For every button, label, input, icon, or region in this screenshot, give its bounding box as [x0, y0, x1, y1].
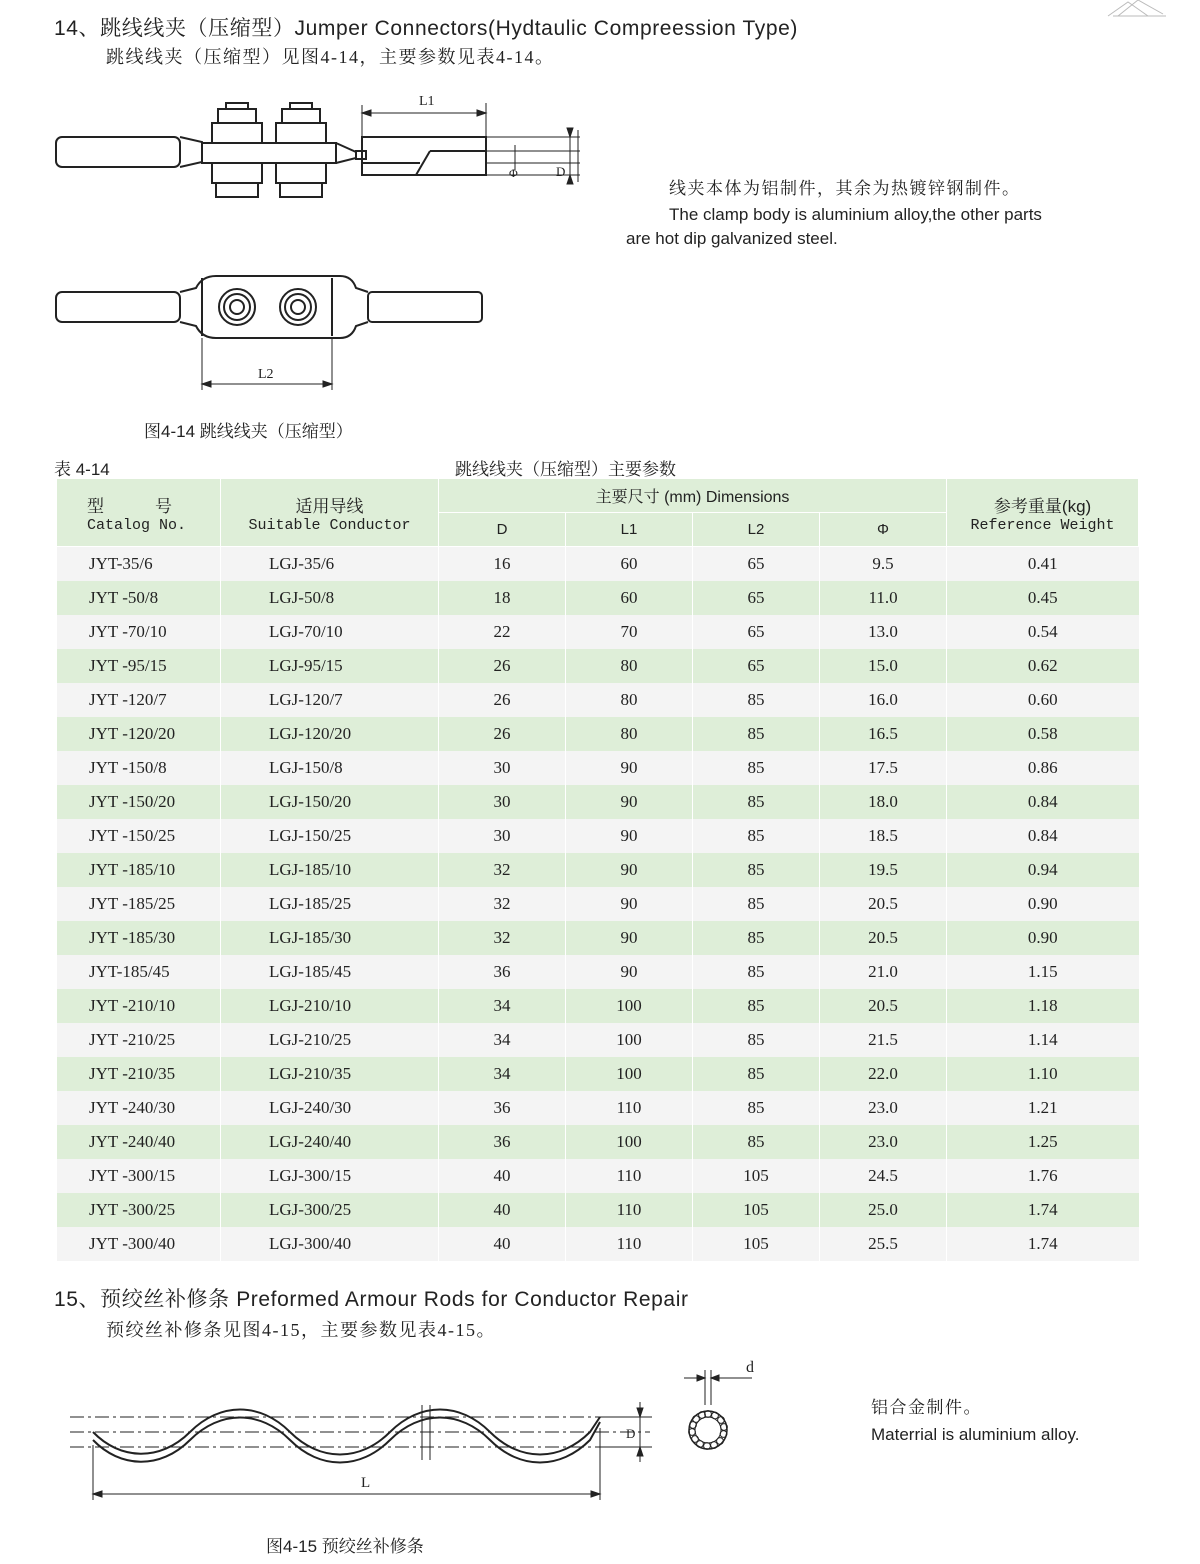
table-cell: 105: [693, 1159, 820, 1193]
table-cell: 105: [693, 1227, 820, 1261]
table-cell: 19.5: [820, 853, 947, 887]
table-cell: JYT -300/40: [57, 1227, 221, 1261]
table-cell: 34: [439, 1057, 566, 1091]
table-cell: JYT -95/15: [57, 649, 221, 683]
header-weight-cn: 参考重量(kg): [993, 496, 1092, 516]
table-cell: 15.0: [820, 649, 947, 683]
table-cell: 100: [566, 1125, 693, 1159]
table-cell: 90: [566, 853, 693, 887]
section-14-note-cn: 线夹本体为铝制件，其余为热镀锌钢制件。: [669, 179, 1021, 198]
table-row: [57, 649, 1139, 683]
table-body: [57, 547, 1139, 1262]
table-cell: JYT -120/7: [57, 683, 221, 717]
table-row: [57, 1091, 1139, 1125]
table-cell: 34: [439, 989, 566, 1023]
table-cell: 16.5: [820, 717, 947, 751]
table-cell: LGJ-210/10: [221, 989, 439, 1023]
table-row: [57, 1159, 1139, 1193]
table-cell: 0.60: [947, 683, 1139, 717]
table-cell: 32: [439, 921, 566, 955]
jumper-connector-side-drawing: [50, 85, 610, 215]
table-row: [57, 1125, 1139, 1159]
table-cell: JYT -300/25: [57, 1193, 221, 1227]
table-cell: 1.21: [947, 1091, 1139, 1125]
table-cell: JYT -150/20: [57, 785, 221, 819]
table-cell: 0.86: [947, 751, 1139, 785]
table-cell: 110: [566, 1227, 693, 1261]
table-cell: LGJ-240/30: [221, 1091, 439, 1125]
header-weight-en: Reference Weight: [970, 516, 1115, 534]
table-row: [57, 785, 1139, 819]
table-cell: 0.41: [947, 547, 1139, 582]
table-cell: 0.90: [947, 887, 1139, 921]
table-cell: 20.5: [820, 887, 947, 921]
table-cell: JYT -120/20: [57, 717, 221, 751]
header-dimensions: 主要尺寸 (mm) Dimensions: [439, 479, 947, 513]
table-cell: JYT -70/10: [57, 615, 221, 649]
table-cell: 60: [566, 581, 693, 615]
table-cell: 110: [566, 1193, 693, 1227]
figure-4-15-caption: 图4-15 预绞丝补修条: [266, 1537, 424, 1556]
section-15-note-en: Materrial is aluminium alloy.: [871, 1425, 1080, 1444]
section-15-heading: 15、预绞丝补修条 Preformed Armour Rods for Conductor Repair: [54, 1288, 689, 1311]
table-cell: 0.84: [947, 785, 1139, 819]
table-cell: 65: [693, 615, 820, 649]
table-cell: LGJ-185/10: [221, 853, 439, 887]
header-conductor-cn: 适用导线: [295, 496, 364, 516]
table-row: [57, 1023, 1139, 1057]
table-cell: 90: [566, 955, 693, 989]
table-cell: JYT -185/25: [57, 887, 221, 921]
table-cell: 60: [566, 547, 693, 582]
table-row: [57, 1227, 1139, 1261]
table-cell: 0.58: [947, 717, 1139, 751]
header-l2: L2: [693, 513, 820, 547]
table-cell: LGJ-35/6: [221, 547, 439, 582]
table-cell: 13.0: [820, 615, 947, 649]
table-cell: 16: [439, 547, 566, 582]
table-cell: 85: [693, 1023, 820, 1057]
table-cell: LGJ-120/20: [221, 717, 439, 751]
table-cell: 85: [693, 717, 820, 751]
table-cell: 17.5: [820, 751, 947, 785]
table-label: 表 4-14: [54, 460, 110, 479]
table-cell: 25.5: [820, 1227, 947, 1261]
table-row: [57, 717, 1139, 751]
parameters-table: [56, 478, 1139, 1261]
table-cell: 1.15: [947, 955, 1139, 989]
table-row: [57, 581, 1139, 615]
table-cell: 26: [439, 683, 566, 717]
table-cell: 80: [566, 717, 693, 751]
table-cell: 40: [439, 1159, 566, 1193]
table-cell: LGJ-300/25: [221, 1193, 439, 1227]
table-cell: 85: [693, 887, 820, 921]
table-cell: JYT -185/10: [57, 853, 221, 887]
table-cell: LGJ-150/20: [221, 785, 439, 819]
table-cell: 32: [439, 887, 566, 921]
table-cell: LGJ-300/40: [221, 1227, 439, 1261]
table-cell: 85: [693, 955, 820, 989]
table-cell: 1.76: [947, 1159, 1139, 1193]
table-cell: 80: [566, 683, 693, 717]
table-row: [57, 819, 1139, 853]
table-row: [57, 683, 1139, 717]
table-cell: LGJ-150/25: [221, 819, 439, 853]
table-cell: 9.5: [820, 547, 947, 582]
header-catalog: [57, 479, 221, 547]
table-cell: 22.0: [820, 1057, 947, 1091]
table-cell: 85: [693, 921, 820, 955]
table-cell: 30: [439, 819, 566, 853]
section-14-subtitle: 跳线线夹（压缩型）见图4-14，主要参数见表4-14。: [106, 47, 555, 67]
table-cell: JYT -210/10: [57, 989, 221, 1023]
table-row: [57, 1193, 1139, 1227]
table-cell: JYT-185/45: [57, 955, 221, 989]
table-cell: 36: [439, 1091, 566, 1125]
table-cell: 23.0: [820, 1091, 947, 1125]
table-cell: 65: [693, 581, 820, 615]
table-cell: 20.5: [820, 921, 947, 955]
table-cell: JYT -150/25: [57, 819, 221, 853]
table-cell: 90: [566, 751, 693, 785]
table-cell: 0.45: [947, 581, 1139, 615]
table-cell: 26: [439, 717, 566, 751]
table-cell: 21.5: [820, 1023, 947, 1057]
table-cell: 90: [566, 785, 693, 819]
table-cell: LGJ-120/7: [221, 683, 439, 717]
table-cell: LGJ-150/8: [221, 751, 439, 785]
table-cell: 1.74: [947, 1227, 1139, 1261]
table-cell: 100: [566, 989, 693, 1023]
l2-label: L2: [258, 367, 274, 382]
corner-decoration: [1108, 0, 1168, 20]
table-cell: 100: [566, 1057, 693, 1091]
table-cell: 85: [693, 1091, 820, 1125]
armour-d-label: D: [626, 1426, 636, 1441]
table-cell: 25.0: [820, 1193, 947, 1227]
table-cell: JYT -240/30: [57, 1091, 221, 1125]
header-weight: [947, 479, 1139, 547]
table-cell: 110: [566, 1159, 693, 1193]
table-cell: LGJ-70/10: [221, 615, 439, 649]
small-d-label: d: [746, 1359, 754, 1376]
table-cell: 18: [439, 581, 566, 615]
table-cell: 0.84: [947, 819, 1139, 853]
header-catalog-en: Catalog No.: [87, 516, 187, 534]
table-row: [57, 547, 1139, 582]
table-cell: 18.5: [820, 819, 947, 853]
table-cell: 20.5: [820, 989, 947, 1023]
table-cell: 1.18: [947, 989, 1139, 1023]
table-cell: 30: [439, 785, 566, 819]
table-row: [57, 1057, 1139, 1091]
table-cell: 85: [693, 785, 820, 819]
section-14-note-en-2: are hot dip galvanized steel.: [626, 229, 838, 248]
table-cell: 1.14: [947, 1023, 1139, 1057]
table-cell: 85: [693, 683, 820, 717]
header-l1: L1: [566, 513, 693, 547]
table-cell: LGJ-300/15: [221, 1159, 439, 1193]
header-conductor-en: Suitable Conductor: [248, 516, 411, 534]
table-cell: 85: [693, 819, 820, 853]
jumper-connector-top-drawing: [50, 270, 500, 400]
header-catalog-cn: 型 号: [87, 496, 172, 516]
table-cell: 85: [693, 853, 820, 887]
table-cell: LGJ-210/25: [221, 1023, 439, 1057]
table-row: [57, 955, 1139, 989]
table-cell: 36: [439, 955, 566, 989]
table-cell: JYT-35/6: [57, 547, 221, 582]
table-cell: 110: [566, 1091, 693, 1125]
table-cell: LGJ-210/35: [221, 1057, 439, 1091]
table-cell: 85: [693, 1125, 820, 1159]
table-cell: 40: [439, 1193, 566, 1227]
phi-label: Φ: [509, 166, 518, 180]
table-cell: 80: [566, 649, 693, 683]
table-cell: 34: [439, 1023, 566, 1057]
table-cell: 18.0: [820, 785, 947, 819]
table-cell: LGJ-185/30: [221, 921, 439, 955]
table-row: [57, 751, 1139, 785]
table-cell: JYT -210/35: [57, 1057, 221, 1091]
table-cell: 85: [693, 989, 820, 1023]
table-row: [57, 853, 1139, 887]
table-cell: JYT -300/15: [57, 1159, 221, 1193]
section-15-subtitle: 预绞丝补修条见图4-15，主要参数见表4-15。: [106, 1320, 496, 1340]
table-cell: JYT -185/30: [57, 921, 221, 955]
table-cell: JYT -240/40: [57, 1125, 221, 1159]
table-cell: 100: [566, 1023, 693, 1057]
table-cell: 26: [439, 649, 566, 683]
d-label: D: [556, 164, 566, 179]
table-cell: 32: [439, 853, 566, 887]
table-cell: LGJ-50/8: [221, 581, 439, 615]
table-cell: 90: [566, 887, 693, 921]
table-cell: JYT -50/8: [57, 581, 221, 615]
section-14-heading: 14、跳线线夹（压缩型）Jumper Connectors(Hydtaulic Compreession Type): [54, 17, 798, 40]
table-cell: 36: [439, 1125, 566, 1159]
table-cell: 40: [439, 1227, 566, 1261]
table-cell: 90: [566, 819, 693, 853]
table-cell: 1.25: [947, 1125, 1139, 1159]
armour-rod-drawing: [60, 1350, 780, 1510]
table-cell: 22: [439, 615, 566, 649]
table-cell: 24.5: [820, 1159, 947, 1193]
table-cell: 1.74: [947, 1193, 1139, 1227]
table-cell: 85: [693, 751, 820, 785]
table-cell: 70: [566, 615, 693, 649]
table-title: 跳线线夹（压缩型）主要参数: [455, 460, 676, 479]
table-cell: 85: [693, 1057, 820, 1091]
table-cell: 11.0: [820, 581, 947, 615]
table-cell: 90: [566, 921, 693, 955]
table-cell: 21.0: [820, 955, 947, 989]
table-row: [57, 921, 1139, 955]
table-row: [57, 615, 1139, 649]
figure-4-14-caption: 图4-14 跳线线夹（压缩型）: [144, 422, 353, 441]
header-d: D: [439, 513, 566, 547]
table-cell: JYT -210/25: [57, 1023, 221, 1057]
table-cell: 65: [693, 649, 820, 683]
table-cell: 1.10: [947, 1057, 1139, 1091]
table-cell: LGJ-185/25: [221, 887, 439, 921]
table-cell: 65: [693, 547, 820, 582]
table-cell: JYT -150/8: [57, 751, 221, 785]
header-phi: Φ: [820, 513, 947, 547]
l1-label: L1: [419, 94, 435, 109]
table-row: [57, 887, 1139, 921]
table-cell: LGJ-240/40: [221, 1125, 439, 1159]
table-cell: 0.54: [947, 615, 1139, 649]
table-cell: LGJ-95/15: [221, 649, 439, 683]
table-row: [57, 989, 1139, 1023]
table-cell: 0.90: [947, 921, 1139, 955]
table-cell: 105: [693, 1193, 820, 1227]
table-cell: 0.62: [947, 649, 1139, 683]
table-cell: 0.94: [947, 853, 1139, 887]
section-15-note-cn: 铝合金制件。: [871, 1398, 982, 1417]
table-cell: 16.0: [820, 683, 947, 717]
table-cell: LGJ-185/45: [221, 955, 439, 989]
table-cell: 30: [439, 751, 566, 785]
l-label: L: [361, 1475, 371, 1491]
header-conductor: [221, 479, 439, 547]
section-14-note-en-1: The clamp body is aluminium alloy,the other parts: [669, 205, 1042, 224]
table-cell: 23.0: [820, 1125, 947, 1159]
